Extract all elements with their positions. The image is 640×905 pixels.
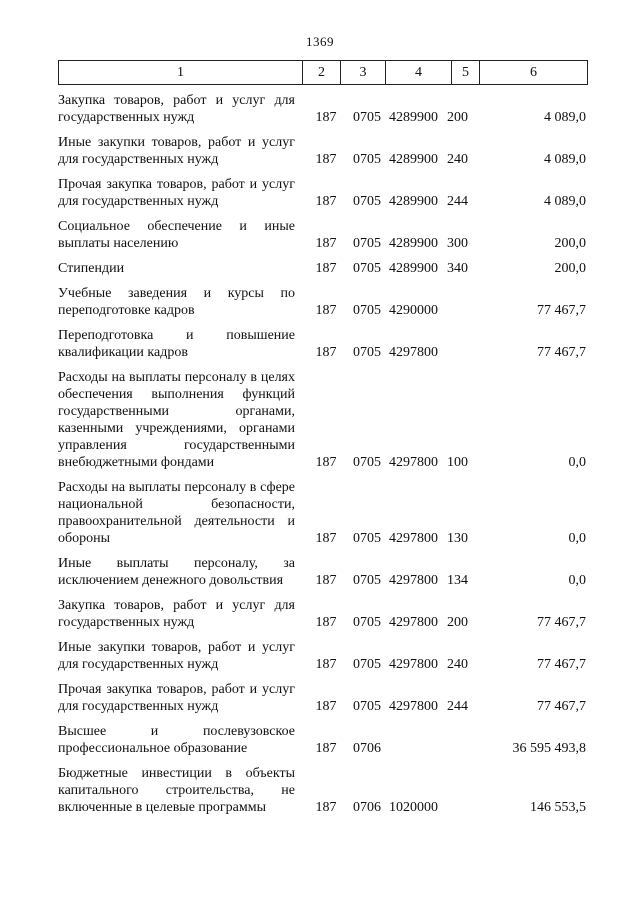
row-amount: 0,0	[568, 531, 586, 546]
row-col2: 187	[315, 236, 337, 251]
column-header-table	[58, 60, 588, 85]
table-row	[58, 176, 588, 210]
row-col5: 240	[447, 657, 468, 672]
row-amount: 77 467,7	[537, 615, 586, 630]
column-header-5: 5	[452, 61, 480, 85]
row-amount: 200,0	[554, 236, 586, 251]
page-number: 1369	[306, 34, 334, 49]
row-col5: 244	[447, 194, 468, 209]
row-col3: 0705	[353, 303, 381, 318]
row-col2: 187	[315, 345, 337, 360]
row-col5: 200	[447, 110, 468, 125]
row-col2: 187	[315, 152, 337, 167]
column-header-1: 1	[59, 61, 303, 85]
row-col3: 0705	[353, 261, 381, 276]
table-row	[58, 369, 588, 471]
row-description: Стипендии	[58, 261, 125, 276]
row-col4: 1020000	[389, 800, 438, 815]
column-header-2: 2	[303, 61, 341, 85]
row-amount: 0,0	[568, 573, 586, 588]
row-col4: 4290000	[389, 303, 438, 318]
row-col2: 187	[315, 261, 337, 276]
row-description: Учебные заведения и курсы по переподготовке кадров	[58, 286, 295, 318]
table-row	[58, 723, 588, 757]
row-col3: 0705	[353, 455, 381, 470]
row-amount: 77 467,7	[537, 303, 586, 318]
budget-rows	[58, 92, 588, 824]
table-row	[58, 765, 588, 816]
row-col2: 187	[315, 303, 337, 318]
row-col3: 0705	[353, 110, 381, 125]
row-amount: 36 595 493,8	[512, 741, 586, 756]
row-description: Прочая закупка товаров, работ и услуг для государственных нужд	[58, 177, 295, 209]
row-col2: 187	[315, 800, 337, 815]
row-col2: 187	[315, 531, 337, 546]
row-col2: 187	[315, 455, 337, 470]
table-row	[58, 327, 588, 361]
row-description: Расходы на выплаты персоналу в целях обеспечения выполнения функций государственными органами, казенными учреждениями, органами управления государственными внебюджетными фондами	[58, 370, 295, 470]
row-col3: 0705	[353, 699, 381, 714]
row-col3: 0705	[353, 615, 381, 630]
row-amount: 200,0	[554, 261, 586, 276]
row-col4: 4289900	[389, 261, 438, 276]
row-col4: 4297800	[389, 657, 438, 672]
table-row	[58, 92, 588, 126]
row-amount: 4 089,0	[544, 110, 586, 125]
row-description: Иные закупки товаров, работ и услуг для государственных нужд	[58, 135, 295, 167]
row-col2: 187	[315, 657, 337, 672]
row-col3: 0705	[353, 345, 381, 360]
row-col4: 4297800	[389, 345, 438, 360]
row-col3: 0706	[353, 800, 381, 815]
row-col3: 0706	[353, 741, 381, 756]
row-col4: 4297800	[389, 615, 438, 630]
row-col2: 187	[315, 741, 337, 756]
row-description: Высшее и послевузовское профессиональное образование	[58, 724, 295, 756]
row-description: Расходы на выплаты персоналу в сфере национальной безопасности, правоохранительной деятельности и обороны	[58, 480, 295, 546]
row-col4: 4297800	[389, 699, 438, 714]
row-description: Прочая закупка товаров, работ и услуг для государственных нужд	[58, 682, 295, 714]
column-header-4: 4	[386, 61, 452, 85]
table-row	[58, 555, 588, 589]
row-amount: 4 089,0	[544, 194, 586, 209]
column-header-6: 6	[480, 61, 588, 85]
row-amount: 77 467,7	[537, 699, 586, 714]
row-col4: 4289900	[389, 194, 438, 209]
table-row	[58, 218, 588, 252]
row-col4: 4297800	[389, 573, 438, 588]
row-description: Иные выплаты персоналу, за исключением денежного довольствия	[58, 556, 295, 588]
table-row	[58, 479, 588, 547]
table-row	[58, 260, 588, 277]
column-header-3: 3	[341, 61, 386, 85]
column-header-row	[59, 61, 588, 85]
row-col5: 130	[447, 531, 468, 546]
table-row	[58, 597, 588, 631]
row-col4: 4289900	[389, 236, 438, 251]
row-description: Иные закупки товаров, работ и услуг для государственных нужд	[58, 640, 295, 672]
row-col4: 4289900	[389, 152, 438, 167]
row-col3: 0705	[353, 657, 381, 672]
table-row	[58, 134, 588, 168]
table-row	[58, 639, 588, 673]
row-col3: 0705	[353, 236, 381, 251]
row-col2: 187	[315, 615, 337, 630]
row-description: Закупка товаров, работ и услуг для государственных нужд	[58, 598, 295, 630]
row-col2: 187	[315, 573, 337, 588]
row-col3: 0705	[353, 194, 381, 209]
row-col5: 240	[447, 152, 468, 167]
row-col2: 187	[315, 699, 337, 714]
row-col5: 200	[447, 615, 468, 630]
row-col4: 4289900	[389, 110, 438, 125]
row-amount: 77 467,7	[537, 345, 586, 360]
row-amount: 0,0	[568, 455, 586, 470]
row-col4: 4297800	[389, 531, 438, 546]
row-description: Бюджетные инвестиции в объекты капитального строительства, не включенные в целевые программы	[58, 766, 295, 815]
row-col2: 187	[315, 110, 337, 125]
table-row	[58, 285, 588, 319]
row-col3: 0705	[353, 152, 381, 167]
row-col3: 0705	[353, 573, 381, 588]
row-col5: 244	[447, 699, 468, 714]
row-description: Закупка товаров, работ и услуг для государственных нужд	[58, 93, 295, 125]
row-amount: 146 553,5	[530, 800, 586, 815]
row-description: Социальное обеспечение и иные выплаты населению	[58, 219, 295, 251]
row-col4: 4297800	[389, 455, 438, 470]
row-amount: 77 467,7	[537, 657, 586, 672]
row-col5: 340	[447, 261, 468, 276]
table-row	[58, 681, 588, 715]
row-col3: 0705	[353, 531, 381, 546]
row-col5: 134	[447, 573, 468, 588]
row-col5: 100	[447, 455, 468, 470]
row-description: Переподготовка и повышение квалификации кадров	[58, 328, 295, 360]
row-col5: 300	[447, 236, 468, 251]
row-col2: 187	[315, 194, 337, 209]
row-amount: 4 089,0	[544, 152, 586, 167]
